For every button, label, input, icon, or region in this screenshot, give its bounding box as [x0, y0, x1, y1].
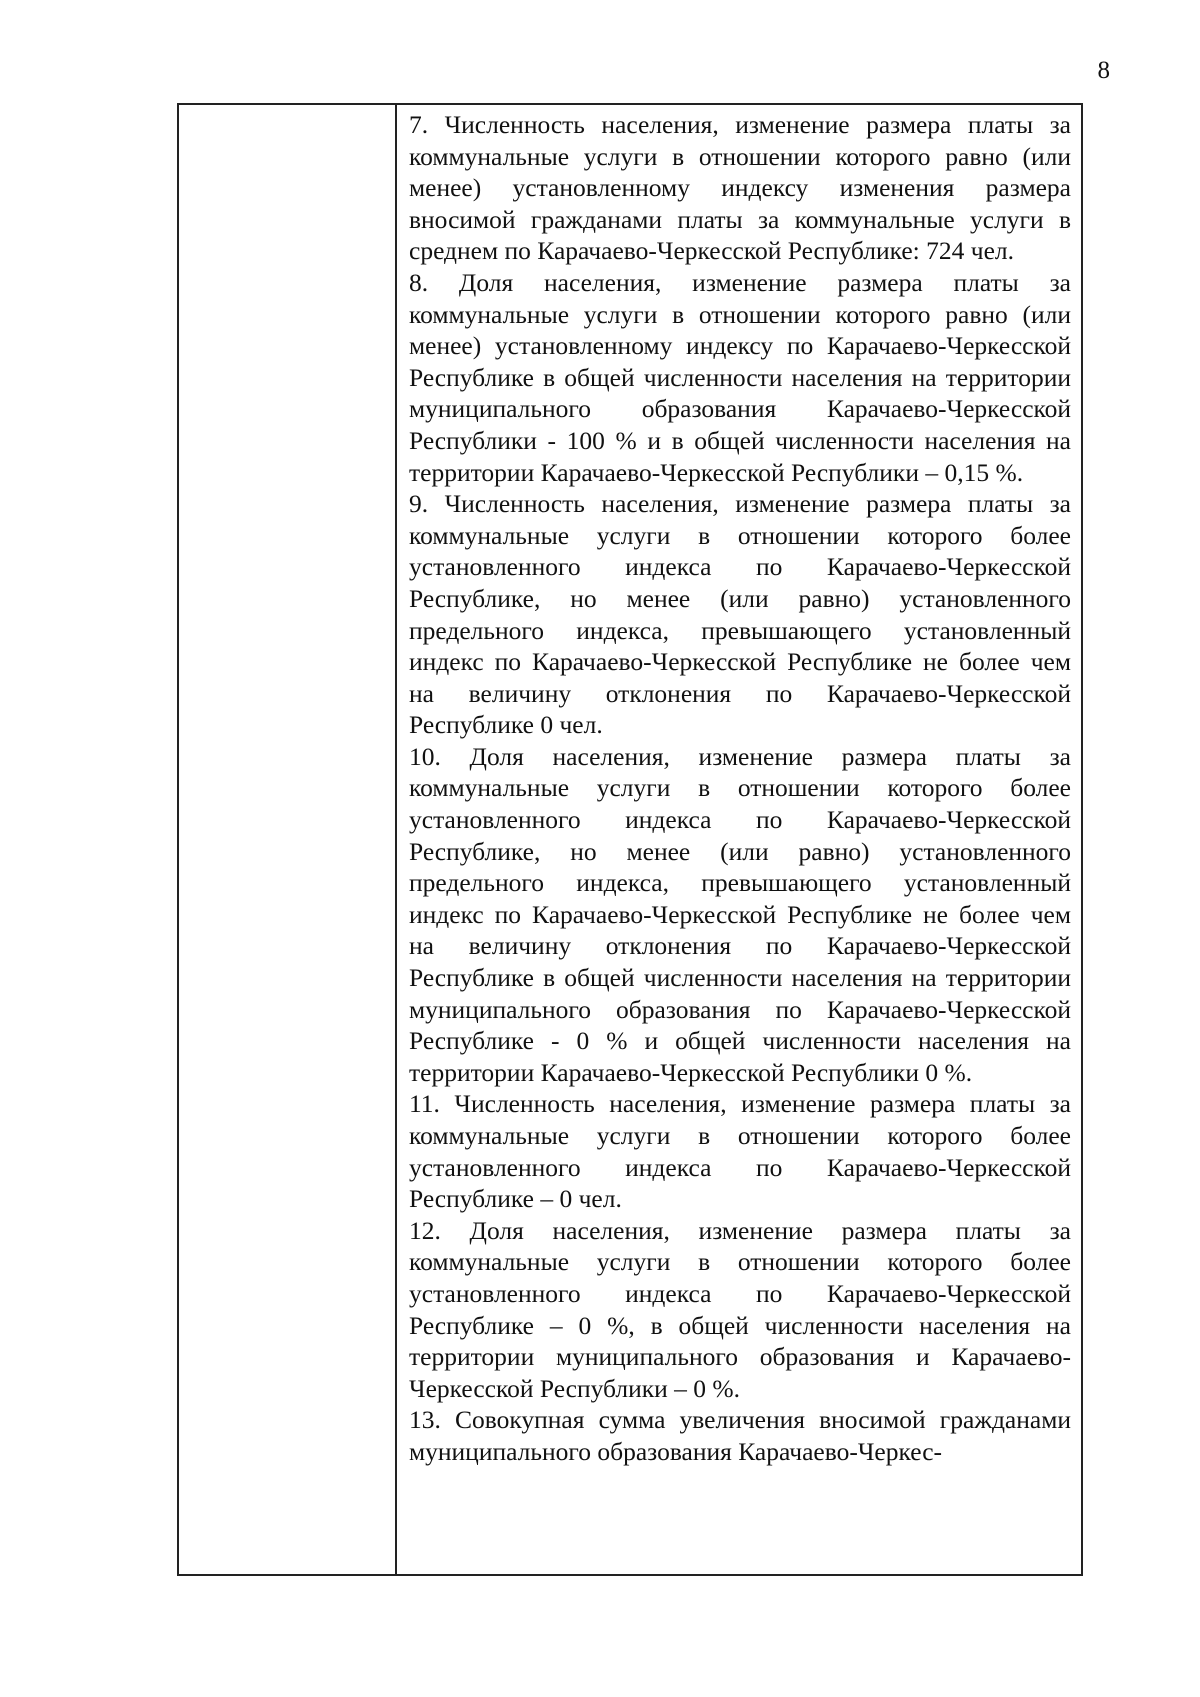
table-right-cell — [397, 105, 1081, 1574]
paragraph-item-11: 11. Численность населения, изменение размера платы за коммунальные услуги в отношении которого более установленного индекса по Карачаево-Черкесской Республике – 0 чел. — [409, 1089, 1071, 1214]
paragraph-item-13: 13. Совокупная сумма увеличения вносимой гражданами муниципального образования Карачаево-Черкес- — [409, 1405, 1071, 1466]
paragraph-item-8: 8. Доля населения, изменение размера платы за коммунальные услуги в отношении которого равно (или менее) установленному индексу по Карачаево-Черкесской Республике в общей численности населения на территории муниципального образования Карачаево-Черкесской Республики - 100 % и в общей численности населения на территории Карачаево-Черкесской Республики – 0,15 %. — [409, 267, 1071, 487]
paragraph-item-9: 9. Численность населения, изменение размера платы за коммунальные услуги в отношении которого более установленного индекса по Карачаево-Черкесской Республике, но менее (или равно) установленного предельного индекса, превышающего установленный индекс по Карачаево-Черкесской Республике не более чем на величину отклонения по Карачаево-Черкесской Республике 0 чел. — [409, 489, 1071, 740]
page-number: 8 — [1097, 57, 1110, 84]
paragraph-item-10: 10. Доля населения, изменение размера платы за коммунальные услуги в отношении которого более установленного индекса по Карачаево-Черкесской Республике, но менее (или равно) установленного предельного индекса, превышающего установленный индекс по Карачаево-Черкесской Республике не более чем на величину отклонения по Карачаево-Черкесской Республике в общей численности населения на территории муниципального образования по Карачаево-Черкесской Республике - 0 % и общей численности населения на территории Карачаево-Черкесской Республики 0 %. — [409, 741, 1071, 1087]
document-table — [177, 103, 1083, 1576]
paragraph-item-12: 12. Доля населения, изменение размера платы за коммунальные услуги в отношении которого более установленного индекса по Карачаево-Черкесской Республике – 0 %, в общей численности населения на территории муниципального образования и Карачаево-Черкесской Республики – 0 %. — [409, 1215, 1071, 1403]
paragraph-item-7: 7. Численность населения, изменение размера платы за коммунальные услуги в отношении которого равно (или менее) установленному индексу изменения размера вносимой гражданами платы за коммунальные услуги в среднем по Карачаево-Черкесской Республике: 724 чел. — [409, 110, 1071, 266]
table-left-cell — [179, 105, 397, 1574]
